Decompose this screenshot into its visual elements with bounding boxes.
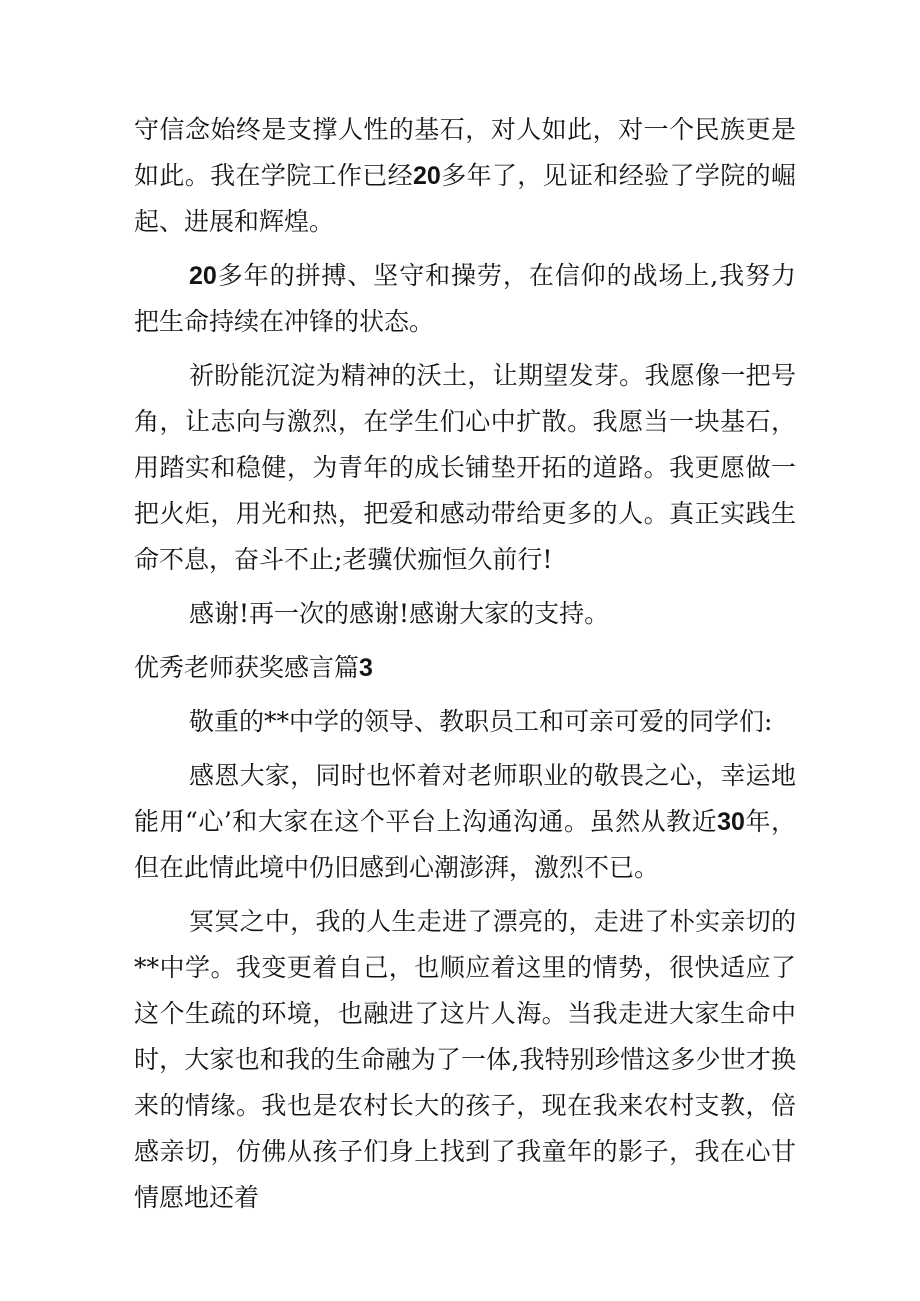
section-heading: 优秀老师获奖感言篇3: [134, 653, 373, 682]
paragraph-7: 冥冥之中，我的人生走进了漂亮的，走进了朴实亲切的**中学。我变更着自己，也顺应着这里的情势，很快适应了这个生疏的环境，也融进了这片人海。当我走进大家生命中时，大家也和我的生命融为了一体,我特别珍惜这多少世才换来的情缘。我也是农村长大的孩子，现在我来农村支教，倍感亲切，仿佛从孩子们身上找到了我童年的影子，我在心甘情愿地还着: [134, 907, 796, 1212]
number-text: 20: [189, 262, 217, 290]
number-text: 20: [413, 162, 441, 190]
paragraph-6: 感恩大家，同时也怀着对老师职业的敬畏之心，幸运地能用“心’和大家在这个平台上沟通沟通。虽然从教近30年，但在此情此境中仍旧感到心潮澎湃，激烈不已。: [134, 761, 796, 882]
paragraph-2: 20多年的拼搏、坚守和操劳，在信仰的战场上,我努力把生命持续在冲锋的状态。: [134, 261, 796, 336]
paragraph-1: 守信念始终是支撑人性的基石，对人如此，对一个民族更是如此。我在学院工作已经20多年了，见证和经验了学院的崛起、进展和辉煌。: [134, 115, 796, 236]
paragraph-5-salutation: 敬重的**中学的领导、教职员工和可亲可爱的同学们:: [189, 707, 773, 736]
document-body: [134, 107, 796, 1221]
paragraph-4: 感谢!再一次的感谢!感谢大家的支持。: [189, 599, 610, 628]
number-text: 3: [359, 654, 373, 682]
number-text: 30: [717, 808, 745, 836]
paragraph-3: 祈盼能沉淀为精神的沃土，让期望发芽。我愿像一把号角，让志向与激烈，在学生们心中扩散。我愿当一块基石，用踏实和稳健，为青年的成长铺垫开拓的道路。我更愿做一把火炬，用光和热，把爱和感动带给更多的人。真正实践生命不息，奋斗不止;老骥伏痂恒久前行!: [134, 361, 796, 574]
